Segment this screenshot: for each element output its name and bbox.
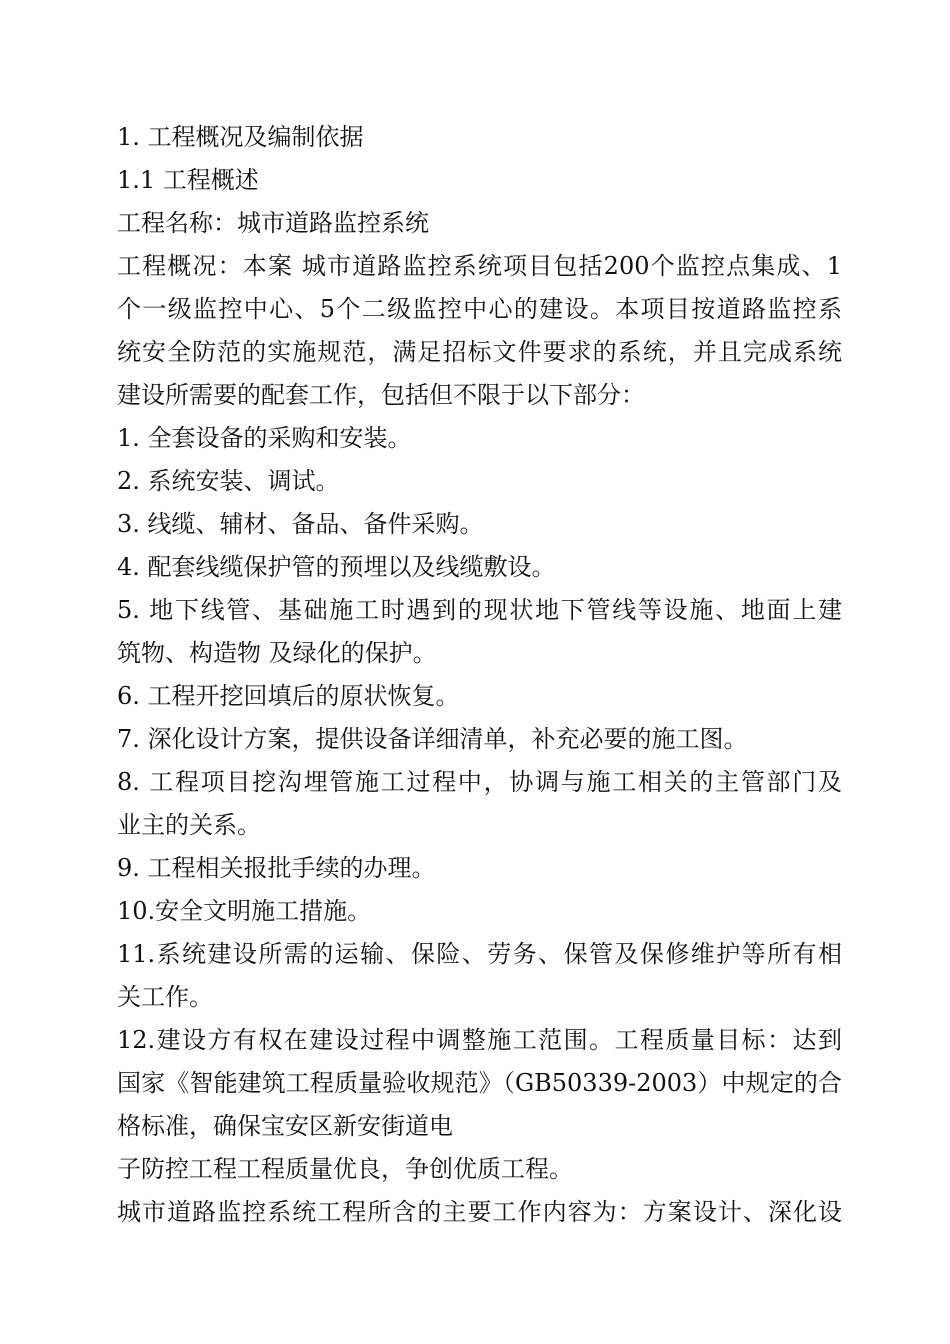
project-name-line: 工程名称：城市道路监控系统 — [117, 209, 429, 237]
quality-target-line: 格标准，确保宝安区新安街道电 — [117, 1112, 453, 1140]
quality-target-line: 国家《智能建筑工程质量验收规范》（GB50339-2003）中规定的合 — [117, 1069, 842, 1097]
overview-line: 建设所需要的配套工作，包括但不限于以下部分： — [117, 381, 645, 409]
list-item: 5. 地下线管、基础施工时遇到的现状地下管线等设施、地面上建 — [117, 596, 842, 624]
list-item: 4. 配套线缆保护管的预埋以及线缆敷设。 — [117, 553, 556, 581]
overview-line: 工程概况：本案 城市道路监控系统项目包括200个监控点集成、1 — [117, 252, 842, 280]
list-item: 7. 深化设计方案，提供设备详细清单，补充必要的施工图。 — [117, 725, 748, 753]
overview-line: 个一级监控中心、5个二级监控中心的建设。本项目按道路监控系 — [117, 295, 842, 323]
subsection-heading: 1.1 工程概述 — [117, 166, 259, 194]
list-item-continuation: 业主的关系。 — [117, 811, 261, 839]
list-item-continuation: 筑物、构造物 及绿化的保护。 — [117, 639, 437, 667]
list-item: 1. 全套设备的采购和安装。 — [117, 424, 412, 452]
list-item: 2. 系统安装、调试。 — [117, 467, 340, 495]
work-scope-line: 城市道路监控系统工程所含的主要工作内容为：方案设计、深化设 — [117, 1198, 842, 1226]
list-item: 9. 工程相关报批手续的办理。 — [117, 854, 436, 882]
quality-target-line: 子防控工程工程质量优良，争创优质工程。 — [117, 1155, 573, 1183]
list-item: 10.安全文明施工措施。 — [117, 897, 372, 925]
list-item: 8. 工程项目挖沟埋管施工过程中，协调与施工相关的主管部门及 — [117, 768, 842, 796]
list-item-continuation: 关工作。 — [117, 983, 213, 1011]
list-item: 11.系统建设所需的运输、保险、劳务、保管及保修维护等所有相 — [117, 940, 842, 968]
list-item: 3. 线缆、辅材、备品、备件采购。 — [117, 510, 484, 538]
list-item: 12.建设方有权在建设过程中调整施工范围。工程质量目标：达到 — [117, 1026, 842, 1054]
section-heading: 1. 工程概况及编制依据 — [117, 123, 364, 151]
overview-line: 统安全防范的实施规范，满足招标文件要求的系统，并且完成系统 — [117, 338, 842, 366]
list-item: 6. 工程开挖回填后的原状恢复。 — [117, 682, 460, 710]
document-body — [117, 116, 842, 1234]
